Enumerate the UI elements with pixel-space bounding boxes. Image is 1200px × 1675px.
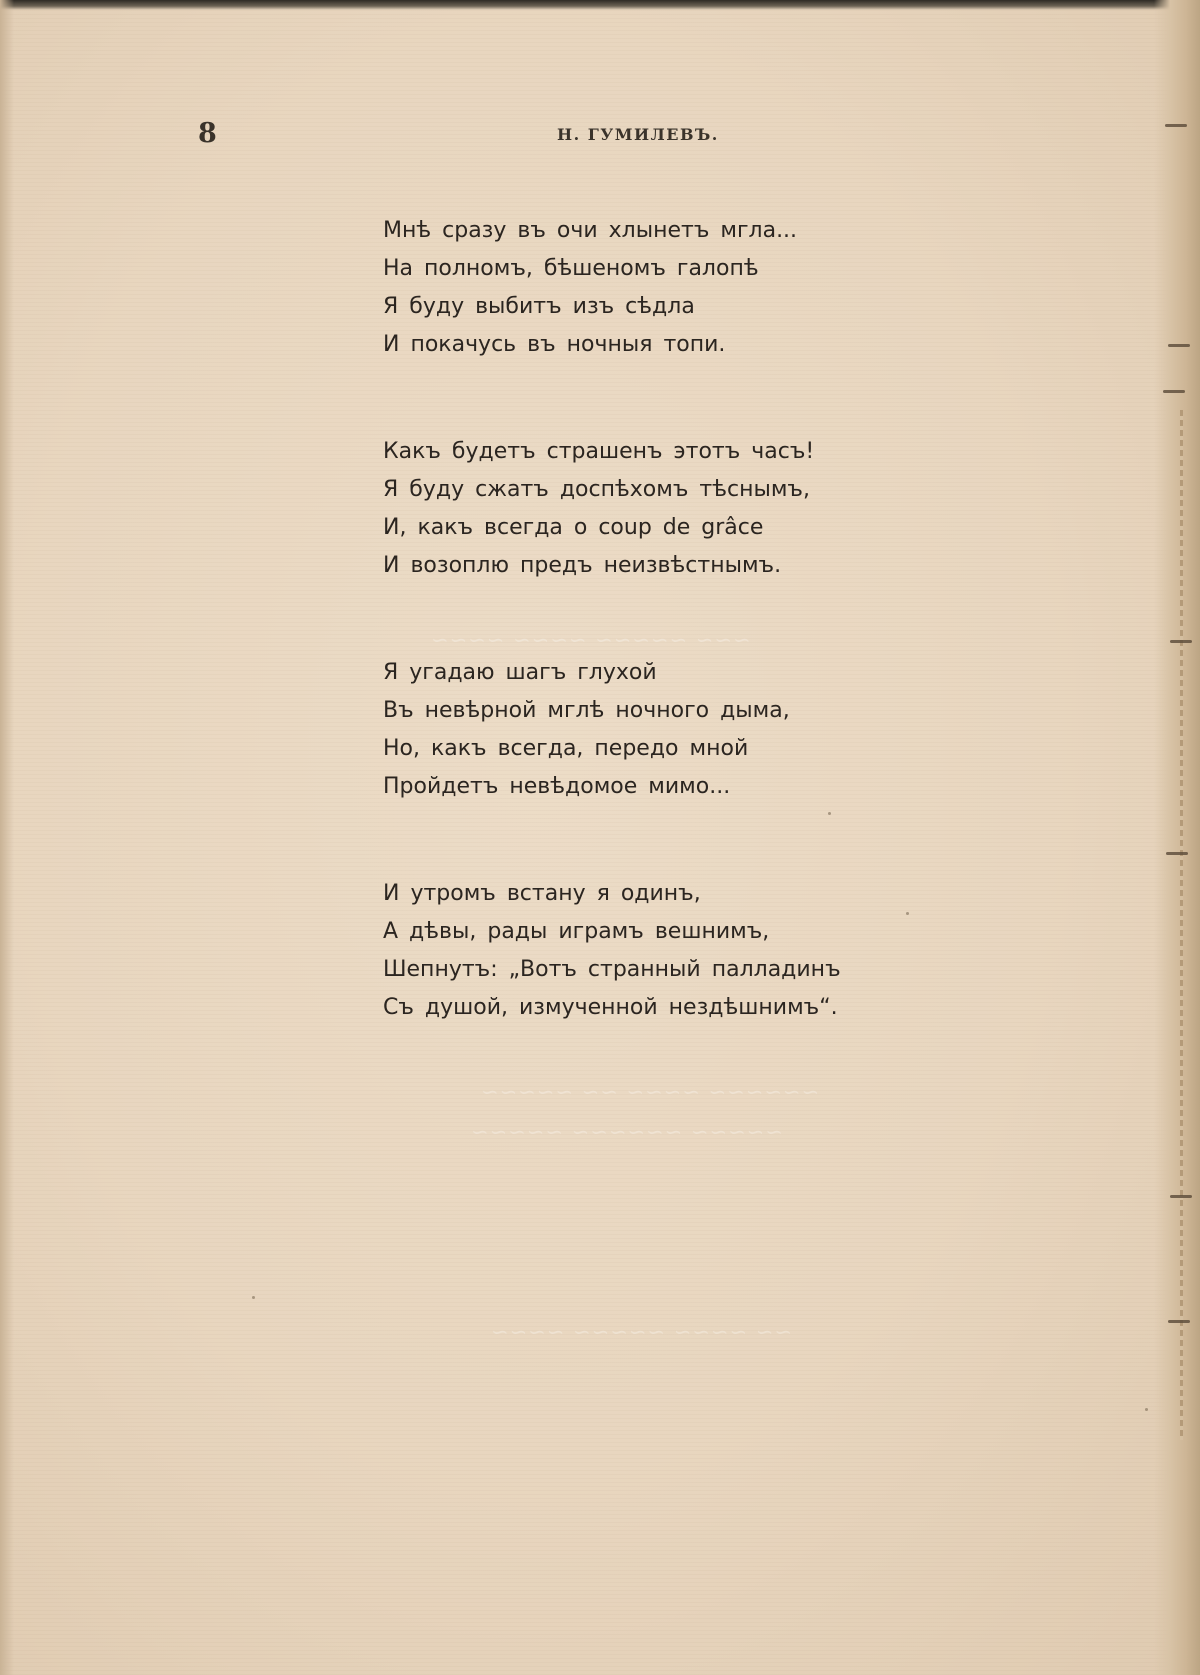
binding-stitch [1170,640,1192,643]
page-binding-edge [1154,0,1200,1675]
verse-line: И возоплю предъ неизвѣстнымъ. [383,553,782,578]
verse-line: На полномъ, бѣшеномъ галопѣ [383,256,759,281]
verse-line: Но, какъ всегда, передо мной [383,736,749,761]
verse-line: Пройдетъ невѣдомое мимо... [383,774,731,799]
verse-line: Въ невѣрной мглѣ ночного дыма, [383,698,790,723]
verse-line: Я буду сжатъ доспѣхомъ тѣснымъ, [383,477,810,502]
binding-stitch [1163,390,1185,393]
show-through-text: ~~~~~~ ~~~~ ~~ ~~~~~ [480,1080,820,1104]
paper-speck [252,1296,255,1299]
verse-line: Какъ будетъ страшенъ этотъ часъ! [383,439,815,464]
verse-line: И, какъ всегда о coup de grâce [383,515,764,540]
poem-body [383,212,841,1044]
page-left-edge [0,0,14,1675]
paper-speck [906,912,909,915]
binding-thread [1180,410,1183,1440]
binding-stitch [1166,852,1188,855]
binding-stitch [1168,1320,1190,1323]
verse-line: Я буду выбитъ изъ сѣдла [383,294,695,319]
binding-stitch [1165,124,1187,127]
stanza-3 [383,654,841,823]
verse-line: Мнѣ сразу въ очи хлынетъ мгла... [383,218,798,243]
stanza-1 [383,212,841,381]
verse-line: И утромъ встану я одинъ, [383,881,701,906]
page-number: 8 [198,118,217,149]
verse-line: А дѣвы, рады играмъ вешнимъ, [383,919,770,944]
stanza-4 [383,875,841,1044]
page-top-edge [0,0,1200,10]
verse-line: Шепнутъ: „Вотъ странный палладинъ [383,957,841,982]
show-through-text: ~~ ~~~~ ~~~~~ ~~~~ [490,1320,792,1344]
verse-line: И покачусь въ ночныя топи. [383,332,726,357]
stanza-2 [383,433,841,602]
binding-stitch [1170,1195,1192,1198]
binding-stitch [1168,344,1190,347]
running-head: Н. ГУМИЛЕВЪ. [557,125,719,144]
show-through-text: ~~~~~ ~~~~~~ ~~~~~ [470,1120,783,1144]
verse-line: Я угадаю шагъ глухой [383,660,657,685]
paper-speck [1145,1408,1148,1411]
verse-line: Съ душой, измученной нездѣшнимъ“. [383,995,838,1020]
show-through-text: ~~~ ~~~~~ ~~~~ ~~~~ [430,628,751,652]
